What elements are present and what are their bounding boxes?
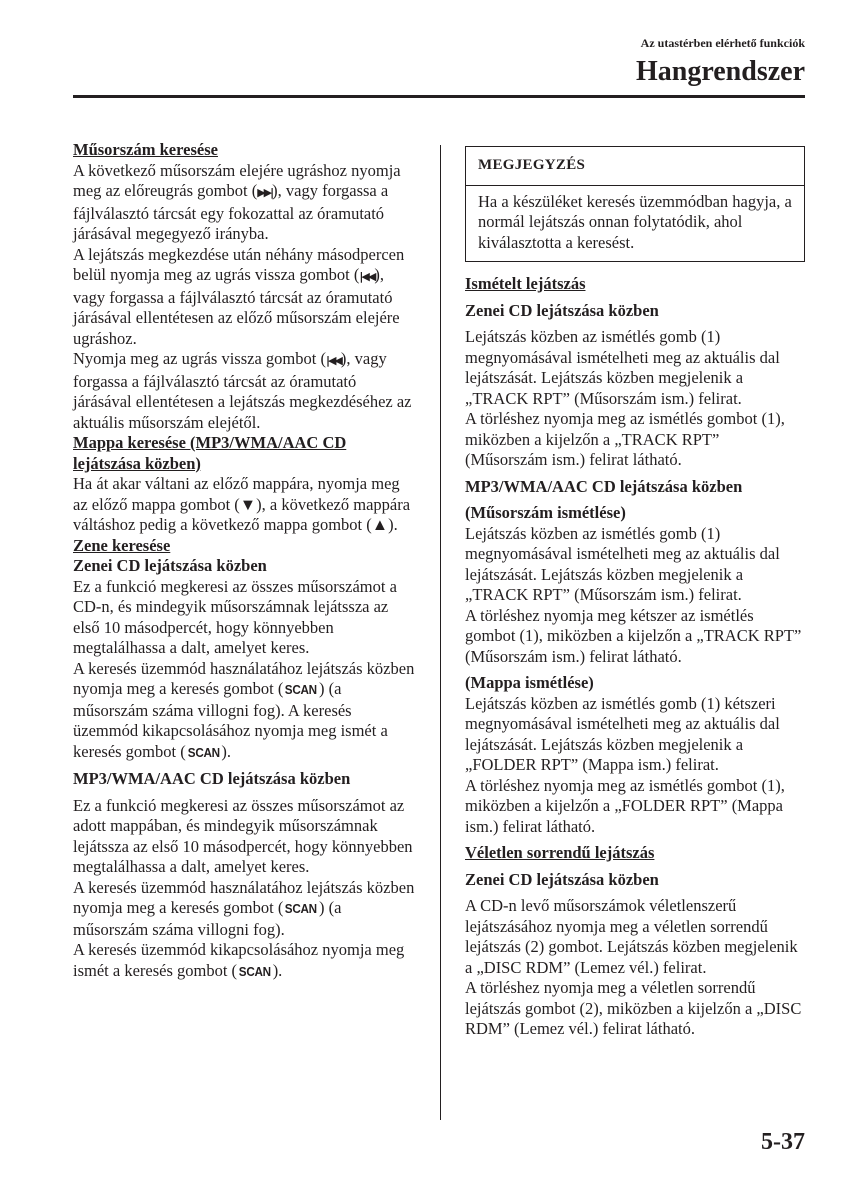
- subheading-audio-cd: Zenei CD lejátszása közben: [465, 300, 659, 320]
- paragraph: A lejátszás megkezdése után néhány másodpercen belül nyomja meg az ugrás vissza gombot (|◀◀), vagy forgassa a fájlválasztó tárcsát az óramutató járásával ellentétesen az előző műsorszám elejére ugráshoz.: [73, 244, 405, 348]
- subheading-track-repeat: (Műsorszám ismétlése): [465, 503, 626, 522]
- page-title: Hangrendszer: [635, 56, 805, 87]
- scan-button-icon: SCAN: [238, 963, 271, 979]
- paragraph: Ez a funkció megkeresi az összes műsorszámot a CD-n, és mindegyik műsorszámnak lejátssza az első 10 másodpercét, hogy könnyebben megtalálhassa a dalt, amelyet keres.: [73, 576, 397, 657]
- subheading-folder-repeat: (Mappa ismétlése): [465, 673, 594, 692]
- note-body: Ha a készüléket keresés üzemmódban hagyja, a normál lejátszás onnan folytatódik, ahol kiválasztotta a keresést.: [478, 191, 792, 252]
- paragraph: A keresés üzemmód használatához lejátszás közben nyomja meg a keresés gombot ( SCAN ) (a műsorszám száma villogni fog).: [73, 877, 415, 939]
- paragraph: Lejátszás közben az ismétlés gomb (1) megnyomásával ismételheti meg az aktuális dal lejátszását. Lejátszás közben megjelenik a „TRACK RPT” (Műsorszám ism.) felirat.: [465, 327, 780, 408]
- scan-button-icon: SCAN: [187, 744, 220, 760]
- header-rule: [73, 95, 805, 98]
- paragraph: Nyomja meg az ugrás vissza gombot (|◀◀), vagy forgassa a fájlválasztó tárcsát az óramutató járásával ellentétesen a lejátszás megkezdéséhez az aktuális műsorszám elejétől.: [73, 349, 412, 432]
- skip-back-icon: |◀◀: [359, 270, 375, 283]
- right-column: [465, 146, 805, 1040]
- skip-back-icon: |◀◀: [325, 354, 341, 367]
- paragraph: A törléshez nyomja meg a véletlen sorrendű lejátszás gombot (2), miközben a kijelzőn a „DISC RDM” (Lemez vél.) felirat látható.: [465, 978, 802, 1038]
- page-number: 5-37: [761, 1129, 805, 1155]
- paragraph: A törléshez nyomja meg kétszer az ismétlés gombot (1), miközben a kijelzőn a „TRACK RPT” (Műsorszám ism.) felirat látható.: [465, 605, 802, 666]
- subheading-audio-cd: Zenei CD lejátszása közben: [465, 869, 659, 889]
- subheading-mp3-cd: MP3/WMA/AAC CD lejátszása közben: [73, 769, 351, 788]
- paragraph: Ha át akar váltani az előző mappára, nyomja meg az előző mappa gombot (▼), a következő mappára váltáshoz pedig a következő mappa gombot (▲).: [73, 474, 411, 534]
- left-column: [73, 140, 415, 982]
- paragraph: A törléshez nyomja meg az ismétlés gombot (1), miközben a kijelzőn a „FOLDER RPT” (Mappa ism.) felirat látható.: [465, 775, 785, 836]
- section-title: Az utastérben elérhető funkciók: [640, 36, 805, 50]
- paragraph: Ez a funkció megkeresi az összes műsorszámot az adott mappában, és mindegyik műsorszámnak lejátssza az első 10 másodpercét, hogy könnyebben megtalálhassa a dalt, amelyet keres.: [73, 795, 413, 876]
- heading-folder-search: Mappa keresése (MP3/WMA/AAC CD lejátszása közben): [73, 433, 347, 473]
- note-box: [465, 146, 805, 262]
- paragraph: Lejátszás közben az ismétlés gomb (1) megnyomásával ismételheti meg az aktuális dal lejátszását. Lejátszás közben megjelenik a „TRACK RPT” (Műsorszám ism.) felirat.: [465, 523, 780, 604]
- scan-button-icon: SCAN: [285, 682, 318, 697]
- paragraph: Lejátszás közben az ismétlés gomb (1) kétszeri megnyomásával ismételheti meg az aktuális dal lejátszását. Lejátszás közben megjelenik a „FOLDER RPT” (Mappa ism.) felirat.: [465, 693, 780, 774]
- paragraph: A keresés üzemmód használatához lejátszás közben nyomja meg a keresés gombot ( SCAN ) (a műsorszám száma villogni fog). A keresés üzemmód kikapcsolásához nyomja meg ismét a keresés gombot ( SCAN ).: [73, 659, 415, 764]
- heading-music-scan: Zene keresése: [73, 535, 171, 555]
- subheading-audio-cd: Zenei CD lejátszása közben: [73, 556, 267, 575]
- note-title: MEGJEGYZÉS: [466, 147, 804, 186]
- paragraph: A következő műsorszám elejére ugráshoz nyomja meg az előreugrás gombot (▶▶|), vagy forgassa a fájlválasztó tárcsát egy fokozattal az óramutató járásával megegyező irányba.: [73, 160, 401, 243]
- paragraph: A törléshez nyomja meg az ismétlés gombot (1), miközben a kijelzőn a „TRACK RPT” (Műsorszám ism.) felirat látható.: [465, 409, 785, 469]
- folder-down-icon: ▼: [239, 494, 257, 514]
- column-divider: [440, 145, 441, 1120]
- paragraph: A keresés üzemmód kikapcsolásához nyomja meg ismét a keresés gombot ( SCAN ).: [73, 940, 415, 982]
- scan-button-icon: SCAN: [285, 901, 318, 916]
- heading-repeat: Ismételt lejátszás: [465, 274, 586, 293]
- subheading-mp3-cd: MP3/WMA/AAC CD lejátszása közben: [465, 476, 743, 496]
- folder-up-icon: ▲: [371, 515, 389, 534]
- skip-forward-icon: ▶▶|: [257, 186, 273, 199]
- heading-track-search: Műsorszám keresése: [73, 140, 218, 159]
- heading-random: Véletlen sorrendű lejátszás: [465, 843, 655, 862]
- paragraph: A CD-n levő műsorszámok véletlenszerű lejátszásához nyomja meg a véletlen sorrendű lejátszás (2) gombot. Lejátszás közben megjelenik a „DISC RDM” (Lemez vél.) felirat.: [465, 896, 798, 977]
